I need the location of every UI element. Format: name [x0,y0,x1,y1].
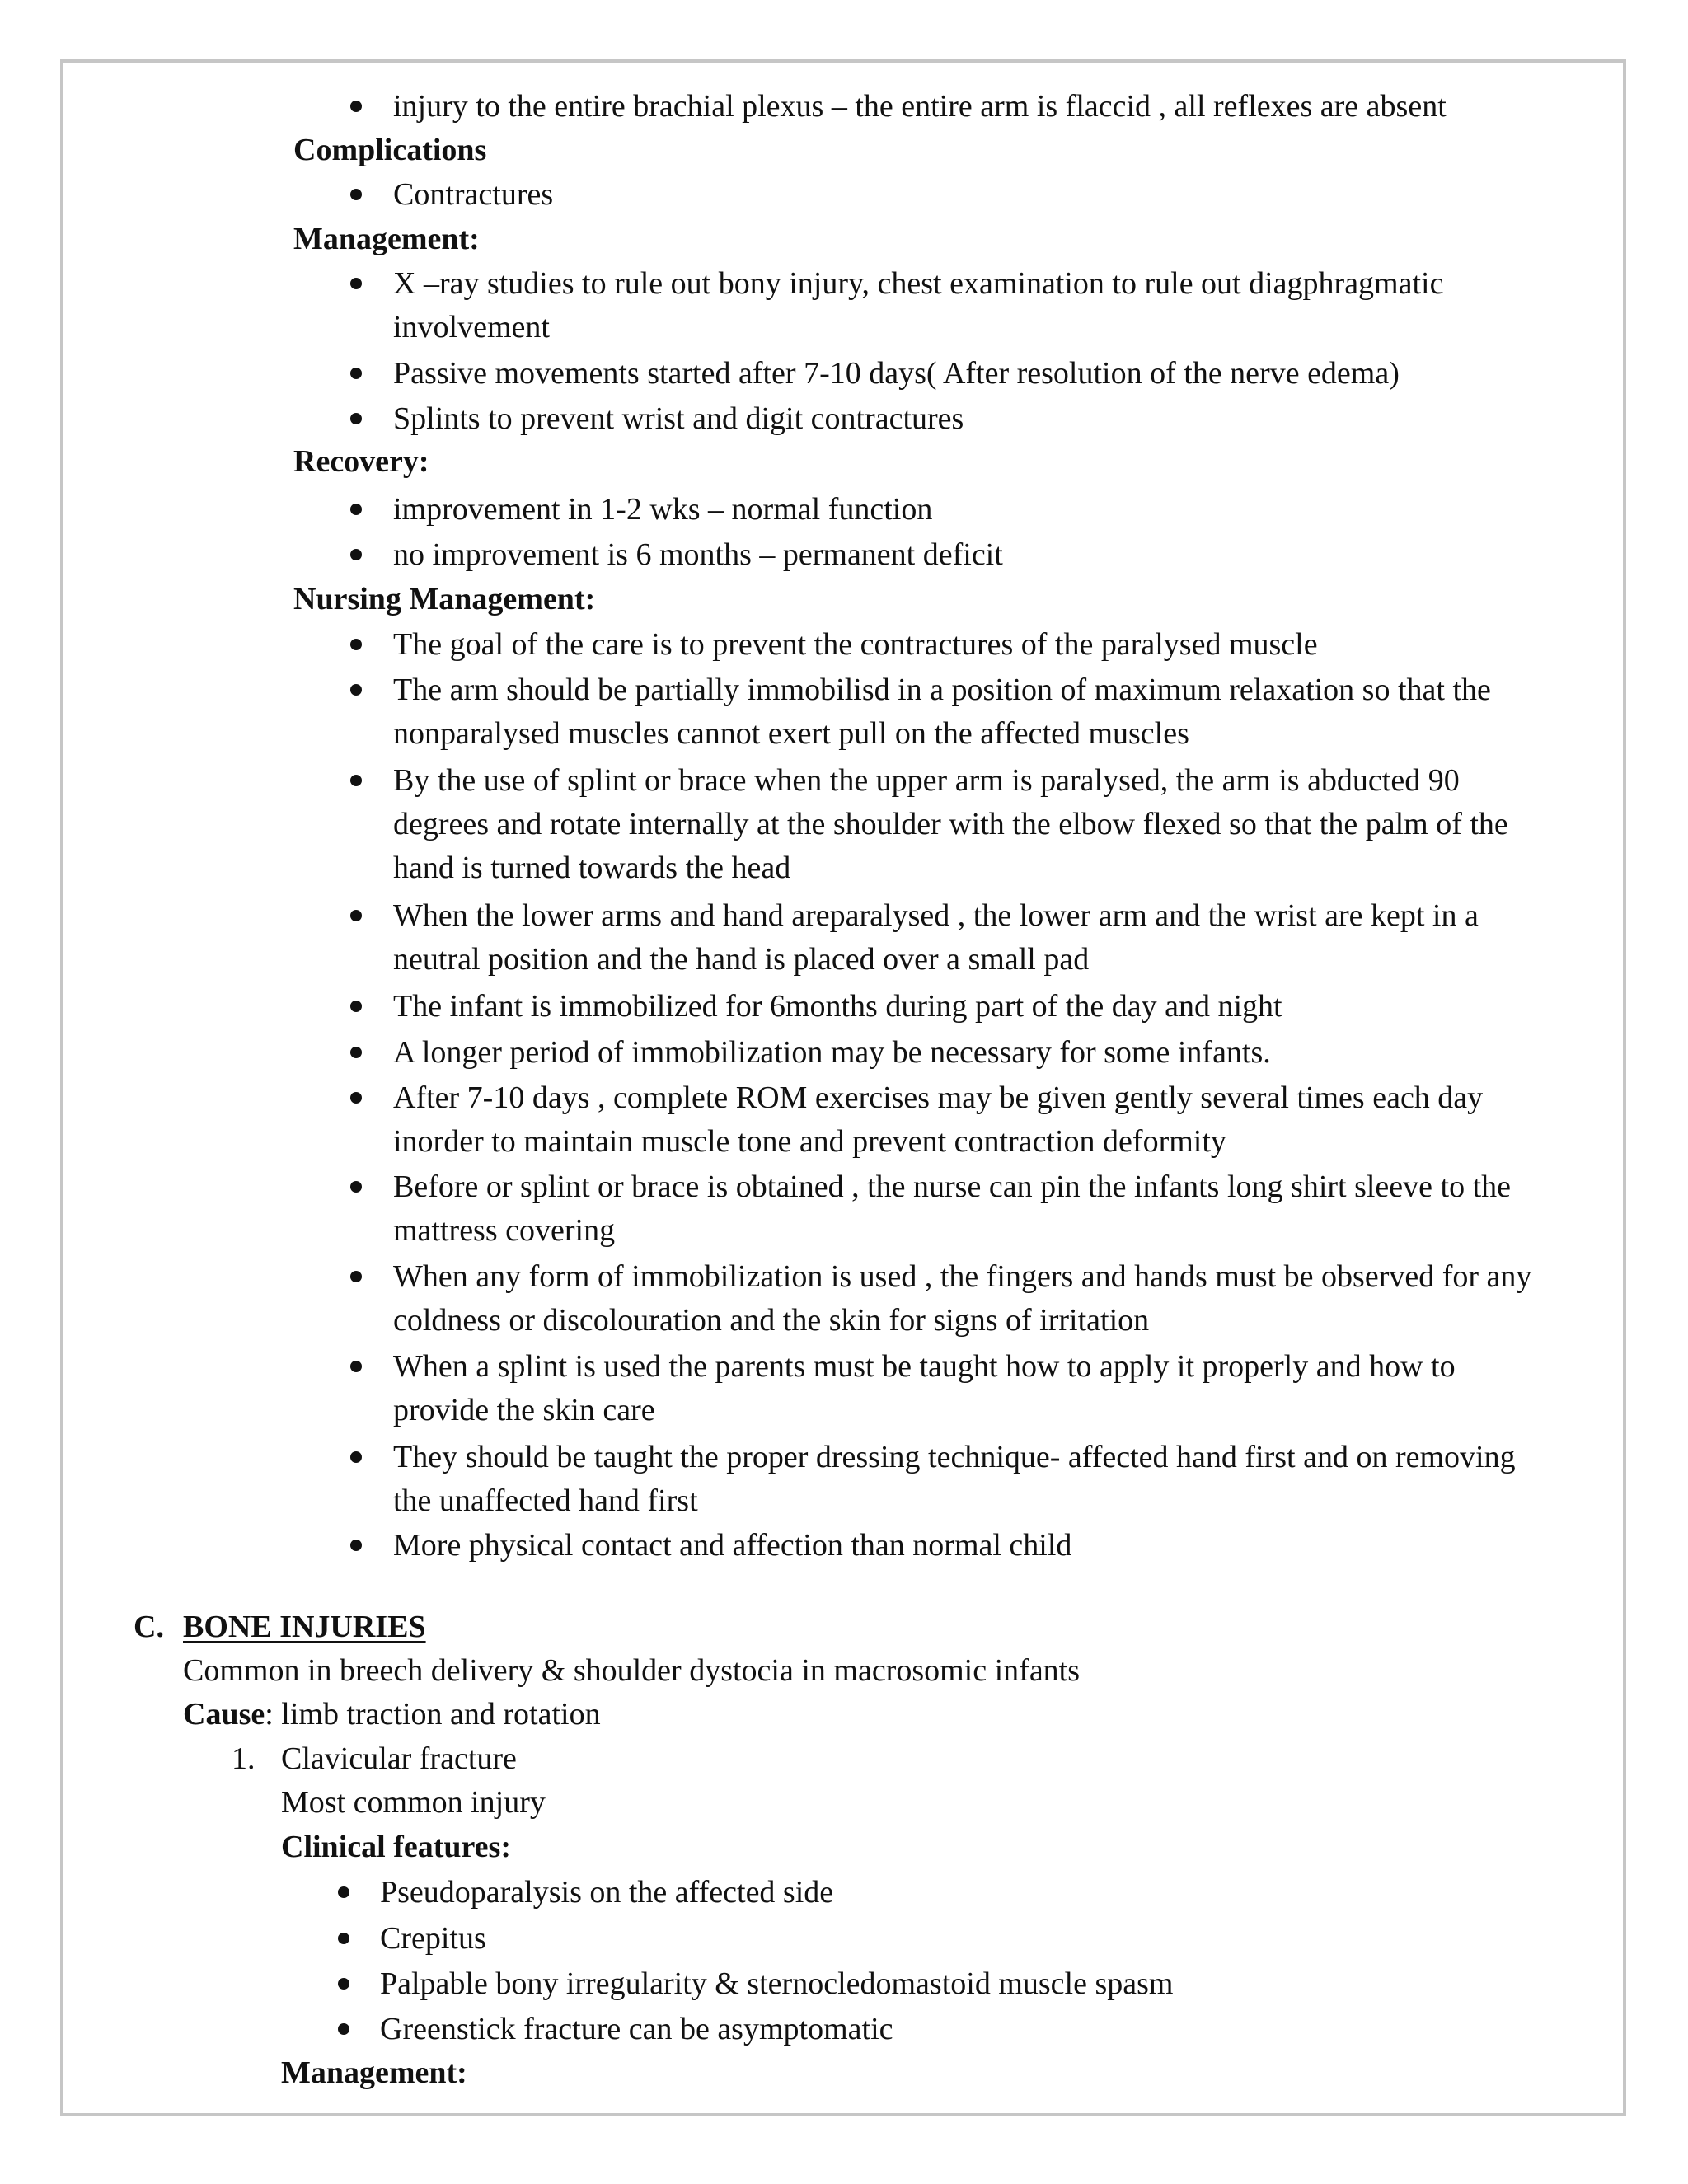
nursing-item: More physical contact and affection than normal child [393,1528,1072,1563]
bullet-icon [350,1181,362,1193]
bullet-icon [350,1092,362,1104]
management-heading-c: Management: [281,2055,467,2090]
bullet-icon [350,504,362,515]
bullet-icon [338,1886,349,1898]
bullet-icon [350,1047,362,1058]
nursing-item-cont: the unaffected hand first [393,1483,698,1518]
clinical-features-heading: Clinical features: [281,1830,511,1864]
bullet-icon [350,278,362,289]
bullet-icon [350,775,362,786]
cause-line [183,1692,601,1736]
bullet-icon [350,1361,362,1372]
nursing-item-cont: mattress covering [393,1213,616,1248]
bullet-icon [350,1540,362,1551]
bullet-icon [338,2023,349,2035]
clavicular-fracture-title: Clavicular fracture [281,1741,517,1776]
nursing-item-cont: neutral position and the hand is placed over a small pad [393,942,1090,977]
management-item: Splints to prevent wrist and digit contractures [393,401,964,436]
brachial-plexus-bullet: injury to the entire brachial plexus – the entire arm is flaccid , all reflexes are absent [393,89,1447,124]
bullet-icon [350,101,362,112]
complication-item: Contractures [393,177,554,212]
clavicular-fracture-subtitle: Most common injury [281,1785,546,1820]
management-item: X –ray studies to rule out bony injury, chest examination to rule out diagphragmatic [393,266,1444,301]
nursing-item: When the lower arms and hand areparalysed , the lower arm and the wrist are kept in a [393,898,1479,933]
section-letter: C. [134,1610,164,1644]
bullet-icon [350,684,362,696]
nursing-item: A longer period of immobilization may be necessary for some infants. [393,1035,1271,1070]
management-heading: Management: [293,222,480,256]
bullet-icon [350,368,362,379]
nursing-item: By the use of splint or brace when the upper arm is paralysed, the arm is abducted 90 [393,763,1460,798]
nursing-item: The infant is immobilized for 6months during part of the day and night [393,989,1282,1024]
section-intro: Common in breech delivery & shoulder dystocia in macrosomic infants [183,1653,1081,1688]
nursing-item-cont: hand is turned towards the head [393,851,791,885]
nursing-item-cont: degrees and rotate internally at the shoulder with the elbow flexed so that the palm of the [393,807,1508,841]
bullet-icon [350,413,362,424]
clinical-item: Palpable bony irregularity & sternocledomastoid muscle spasm [380,1966,1174,2001]
nursing-management-heading: Nursing Management: [293,582,596,616]
nursing-item: The goal of the care is to prevent the contractures of the paralysed muscle [393,627,1318,662]
bullet-icon [350,1451,362,1463]
section-title: BONE INJURIES [183,1610,426,1644]
cause-label: Cause [183,1697,265,1732]
nursing-item: Before or splint or brace is obtained , the nurse can pin the infants long shirt sleeve to the [393,1169,1512,1204]
nursing-item-cont: coldness or discolouration and the skin for signs of irritation [393,1303,1150,1338]
nursing-item-cont: provide the skin care [393,1393,655,1427]
bullet-icon [350,189,362,200]
bullet-icon [350,549,362,560]
list-number: 1. [232,1741,256,1776]
bullet-icon [350,1001,362,1012]
complications-heading: Complications [293,133,487,167]
nursing-item: When a splint is used the parents must be taught how to apply it properly and how to [393,1349,1456,1384]
recovery-item: improvement in 1-2 wks – normal function [393,492,933,527]
recovery-item: no improvement is 6 months – permanent deficit [393,537,1003,572]
nursing-item: After 7-10 days , complete ROM exercises may be given gently several times each day [393,1080,1484,1115]
nursing-item: When any form of immobilization is used , the fingers and hands must be observed for any [393,1259,1532,1294]
nursing-item: The arm should be partially immobilisd in a position of maximum relaxation so that the [393,673,1491,707]
clinical-item: Greenstick fracture can be asymptomatic [380,2012,893,2046]
clinical-item: Pseudoparalysis on the affected side [380,1875,834,1910]
bullet-icon [338,1933,349,1944]
bullet-icon [350,1271,362,1282]
bullet-icon [338,1978,349,1990]
bullet-icon [350,910,362,921]
clinical-item: Crepitus [380,1921,486,1956]
nursing-item: They should be taught the proper dressing technique- affected hand first and on removing [393,1440,1516,1474]
bullet-icon [350,639,362,650]
recovery-heading: Recovery: [293,444,429,479]
management-item-cont: involvement [393,310,550,344]
nursing-item-cont: inorder to maintain muscle tone and prevent contraction deformity [393,1124,1226,1159]
nursing-item-cont: nonparalysed muscles cannot exert pull on the affected muscles [393,716,1189,751]
cause-text: : limb traction and rotation [265,1697,601,1732]
management-item: Passive movements started after 7-10 days( After resolution of the nerve edema) [393,356,1400,391]
